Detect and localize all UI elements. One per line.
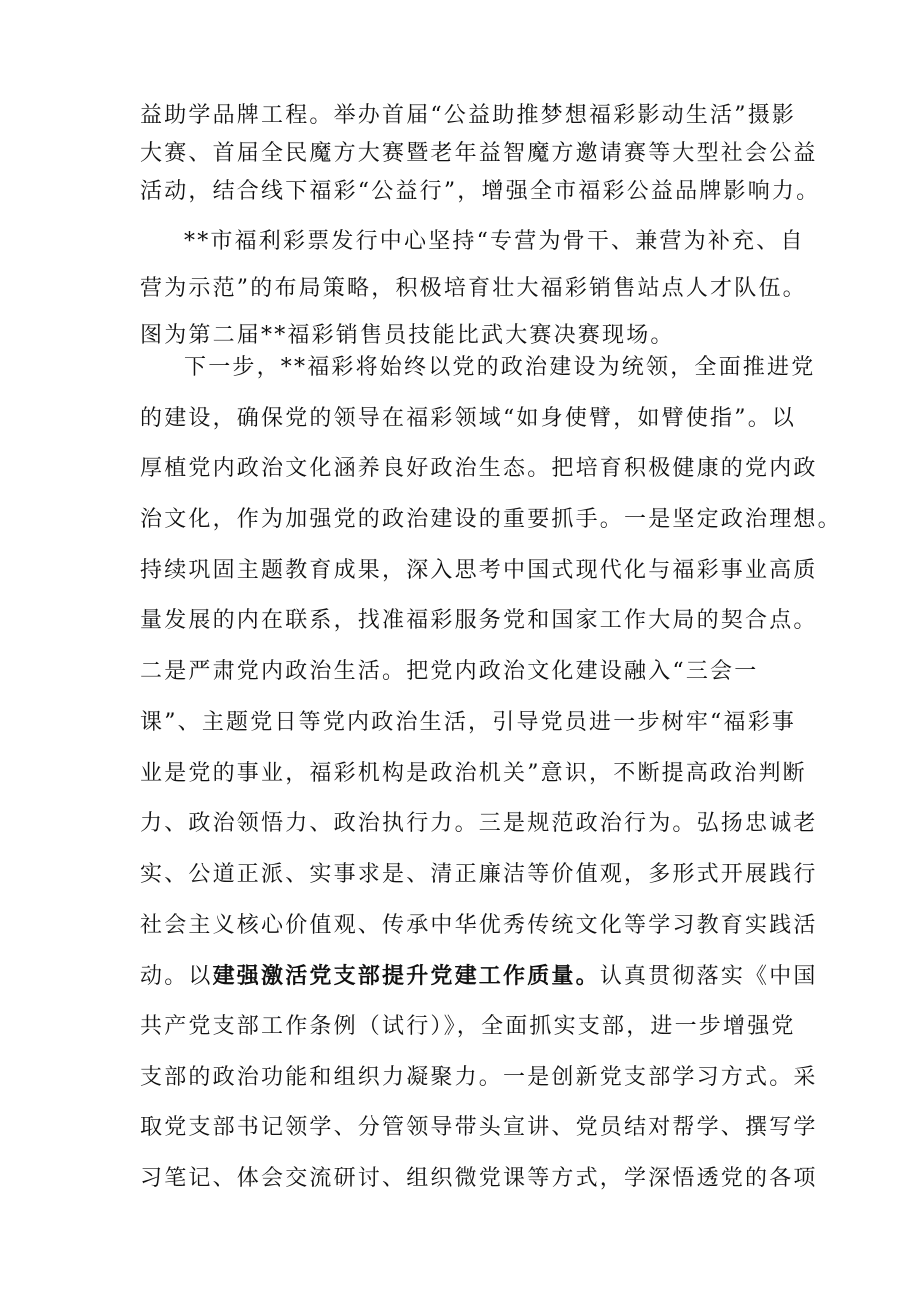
text-line: 图为第二届**福彩销售员技能比武大赛决赛现场。 [140, 323, 675, 348]
text-line: 社会主义核心价值观、传承中华优秀传统文化等学习教育实践活 [140, 912, 818, 938]
text-line: 支部的政治功能和组织力凝聚力。一是创新党支部学习方式。采 [140, 1064, 818, 1090]
text-line: 下一步，**福彩将始终以党的政治建设为统领，全面推进党 [184, 355, 816, 380]
paragraph-public-welfare [140, 102, 821, 216]
text-line: 厚植党内政治文化涵养良好政治生态。把培育积极健康的党内政 [140, 456, 818, 482]
text-line: 课”、主题党日等党内政治生活，引导党员进一步树牢“福彩事 [140, 709, 797, 735]
text-line: 营为示范”的布局策略，积极培育壮大福彩销售站点人才队伍。 [140, 276, 807, 301]
text-line: 取党支部书记领学、分管领导带头宣讲、党员结对帮学、撰写学 [140, 1115, 818, 1141]
text-line-with-emphasis [140, 962, 818, 990]
text-line: 实、公道正派、实事求是、清正廉洁等价值观，多形式开展践行 [140, 861, 818, 887]
text-line: 的建设，确保党的领导在福彩领域“如身使臂，如臂使指”。以 [140, 405, 797, 431]
text-segment: 认真贯彻落实《中国 [599, 964, 818, 990]
text-line: **市福利彩票发行中心坚持“专营为骨干、兼营为补充、自 [184, 229, 805, 254]
text-line: 益助学品牌工程。举办首届“公益助推梦想福彩影动生活”摄影 [140, 103, 797, 128]
text-line: 活动，结合线下福彩“公益行”，增强全市福彩公益品牌影响力。 [140, 179, 821, 204]
paragraph-next-steps [140, 354, 842, 1216]
text-line: 量发展的内在联系，找准福彩服务党和国家工作大局的契合点。 [140, 608, 818, 634]
text-line: 业是党的事业，福彩机构是政治机关”意识，不断提高政治判断 [140, 760, 807, 786]
text-line: 治文化，作为加强党的政治建设的重要抓手。一是坚定政治理想。 [140, 507, 842, 533]
text-line: 共产党支部工作条例（试行）》，全面抓实支部，进一步增强党 [140, 1013, 796, 1039]
bold-heading-text: 建强激活党支部提升党建工作质量。 [212, 963, 600, 990]
paragraph-photo-caption [140, 228, 807, 369]
text-line: 习笔记、体会交流研讨、组织微党课等方式，学深悟透党的各项 [140, 1166, 818, 1191]
text-segment: 动。以 [140, 964, 213, 990]
text-line: 大赛、首届全民魔方大赛暨老年益智魔方邀请赛等大型社会公益 [140, 141, 818, 166]
text-line: 力、政治领悟力、政治执行力。三是规范政治行为。弘扬忠诚老 [140, 811, 818, 837]
text-line: 二是严肃党内政治生活。把党内政治文化建设融入“三会一 [140, 659, 759, 685]
text-line: 持续巩固主题教育成果，深入思考中国式现代化与福彩事业高质 [140, 557, 818, 583]
